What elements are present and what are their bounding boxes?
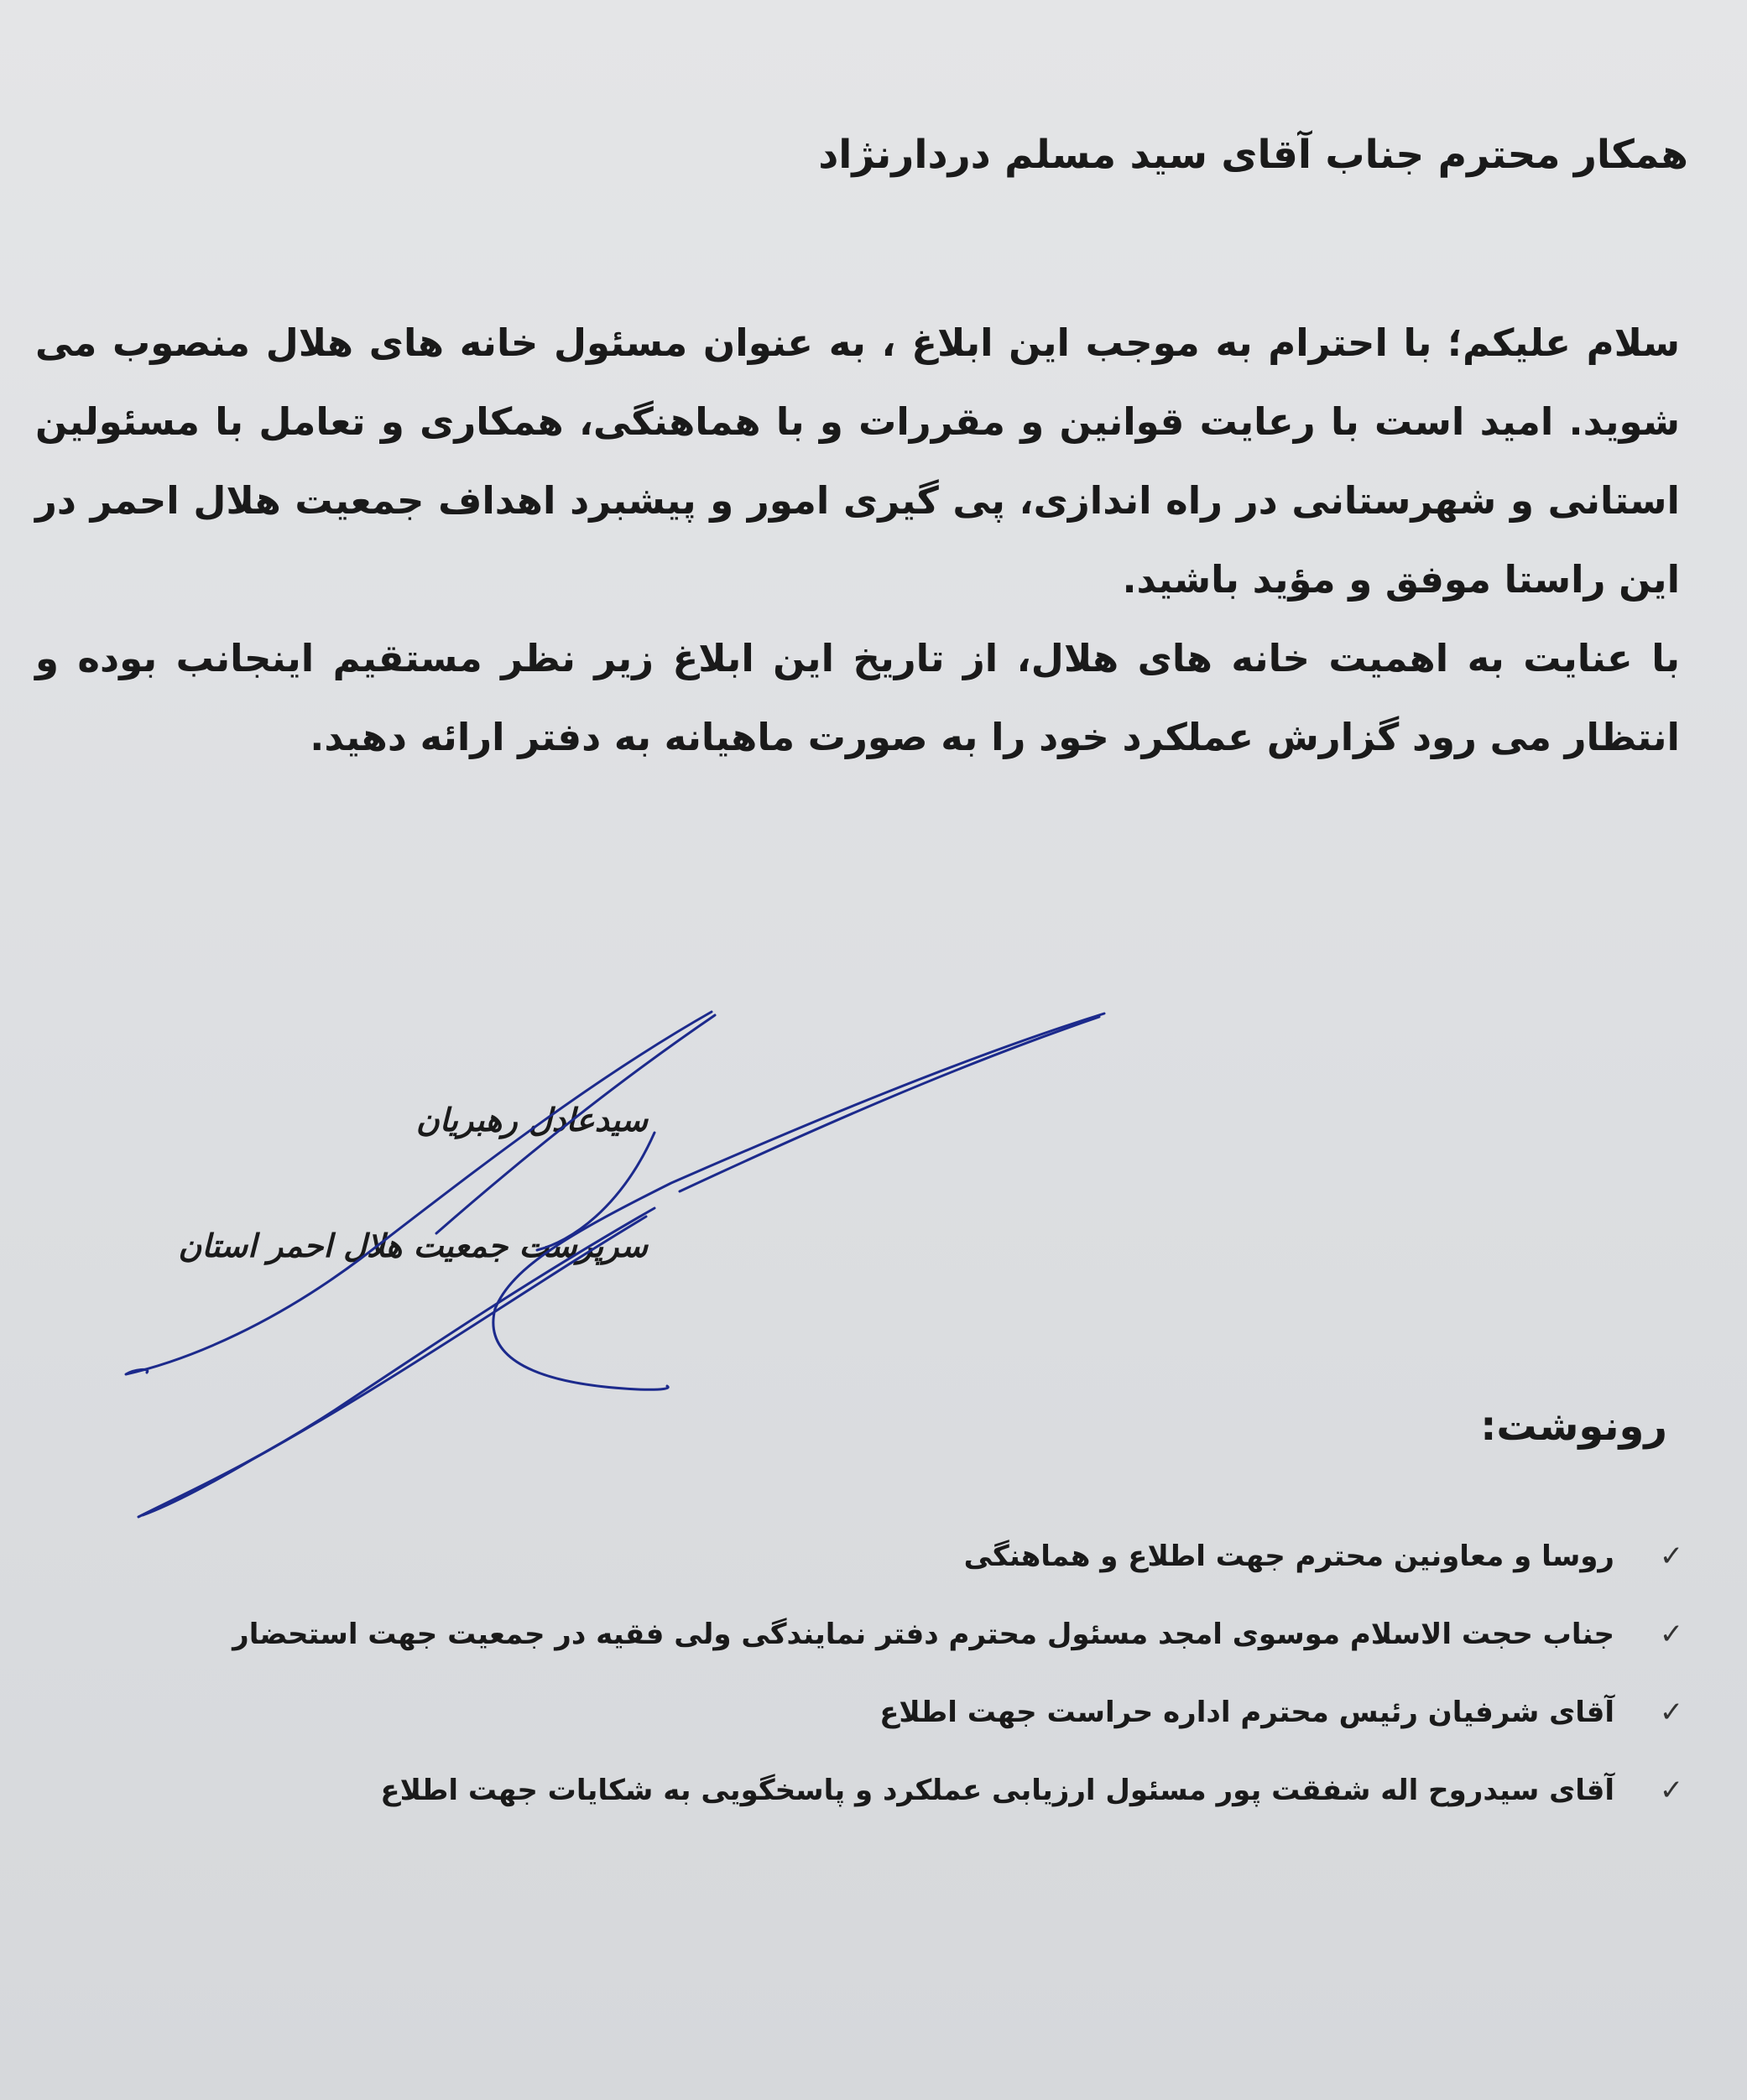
list-item [94,1595,1688,1673]
copy-recipient: آقای سیدروح اله شفقت پور مسئول ارزیابی عملکرد و پاسخگویی به شکایات جهت اطلاع [380,1773,1614,1807]
copies-list [94,1517,1688,1829]
list-item [94,1517,1688,1595]
copy-recipient: روسا و معاونین محترم جهت اطلاع و هماهنگی [963,1539,1614,1573]
signatory-name: سیدعادل رهبریان [415,1101,648,1139]
letter-body [35,304,1680,777]
checkmark-icon: ✓ [1659,1773,1684,1807]
copies-title: رونوشت: [1480,1403,1667,1450]
salutation-heading: همکار محترم جناب آقای سید مسلم دردارنژاد [818,132,1688,178]
copy-recipient: آقای شرفیان رئیس محترم اداره حراست جهت اطلاع [879,1695,1614,1729]
body-paragraph-2: با عنایت به اهمیت خانه های هلال، از تاریخ این ابلاغ زیر نظر مستقیم اینجانب بوده و انتظار می رود گزارش عملکرد خود را به صورت ماهیانه به دفتر ارائه دهید. [35,636,1680,759]
signatory-block [144,1057,648,1309]
list-item [94,1673,1688,1751]
checkmark-icon: ✓ [1659,1539,1684,1573]
copy-recipient: جناب حجت الاسلام موسوی امجد مسئول محترم دفتر نمایندگی ولی فقیه در جمعیت جهت استحضار [232,1617,1614,1651]
body-paragraph-1: سلام علیکم؛ با احترام به موجب این ابلاغ ، به عنوان مسئول خانه های هلال منصوب می شوید. امید است با رعایت قوانین و مقررات و با هماهنگی، همکاری و تعامل با مسئولین استانی و شهرستانی در راه اندازی، پی گیری امور و پیشبرد اهداف جمعیت هلال احمر در این راستا موفق و مؤید باشید. [35,320,1680,602]
list-item [94,1751,1688,1829]
checkmark-icon: ✓ [1659,1695,1684,1729]
checkmark-icon: ✓ [1659,1617,1684,1651]
signatory-title: سرپرست جمعیت هلال احمر استان [178,1227,648,1264]
